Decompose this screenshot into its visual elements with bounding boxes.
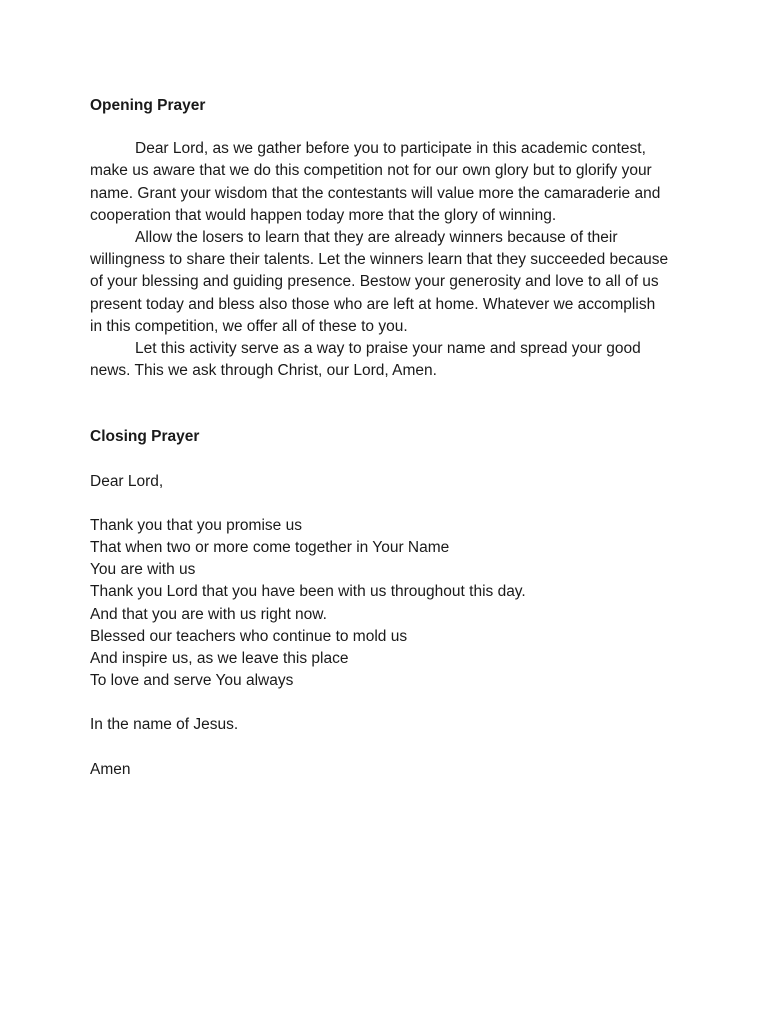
closing-salutation: Dear Lord, — [90, 472, 164, 490]
spacer — [90, 449, 670, 471]
spacer — [90, 692, 670, 714]
section-spacer — [90, 382, 670, 426]
spacer — [90, 493, 670, 515]
opening-prayer-heading: Opening Prayer — [90, 97, 206, 114]
closing-verse-line: To love and serve You always — [90, 672, 294, 690]
closing-verse-line: And that you are with us right now. — [90, 605, 327, 623]
closing-verse-line: That when two or more come together in Your Name — [90, 539, 450, 557]
closing-verse-line: Blessed our teachers who continue to mold us — [90, 627, 408, 645]
closing-verse-line: And inspire us, as we leave this place — [90, 650, 349, 668]
closing-prayer-heading: Closing Prayer — [90, 428, 200, 446]
spacer — [90, 737, 670, 759]
opening-paragraph-2: Allow the losers to learn that they are already winners because of their willingness to share their talents. Let the winners learn that they succeeded because of your blessing and guiding presence. Bestow your generosity and love to all of us present today and bless also those who are left at home. Whatever we accomplish in this competition, we offer all of these to you. — [90, 229, 669, 335]
closing-in-the-name: In the name of Jesus. — [90, 716, 239, 734]
closing-verse-line: You are with us — [90, 561, 196, 579]
closing-verse-line: Thank you Lord that you have been with us throughout this day. — [90, 583, 526, 601]
opening-paragraph-1: Dear Lord, as we gather before you to participate in this academic contest, make us aware that we do this competition not for our own glory but to glorify your name. Grant your wisdom that the contestants will value more the camaraderie and cooperation that would happen today more that the glory of winning. — [90, 140, 661, 224]
document-body — [90, 95, 670, 781]
closing-verse-line: Thank you that you promise us — [90, 516, 302, 534]
closing-amen: Amen — [90, 760, 131, 778]
opening-paragraph-3: Let this activity serve as a way to praise your name and spread your good news. This we ask through Christ, our Lord, Amen. — [90, 340, 641, 380]
